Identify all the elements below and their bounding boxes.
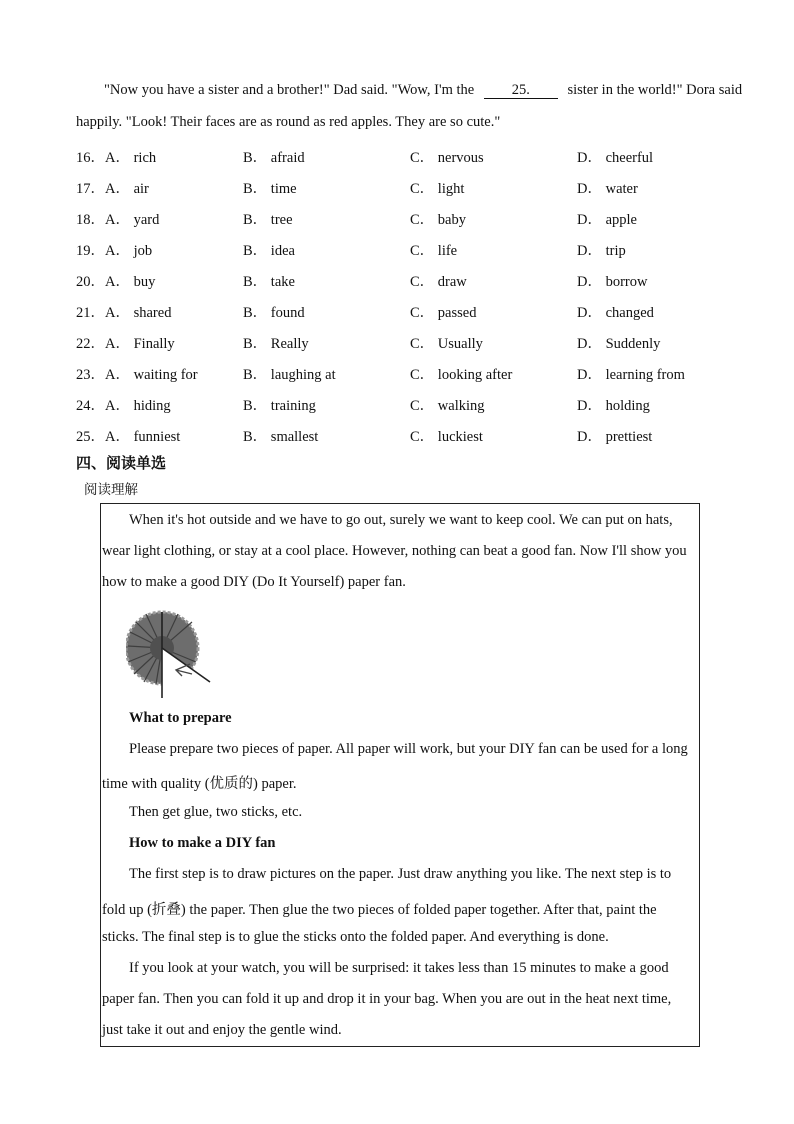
- passage-p2-line2: time with quality (优质的) paper.: [102, 776, 297, 792]
- option-a: A． funniest: [105, 429, 181, 445]
- section-subtitle: 阅读理解: [84, 482, 138, 498]
- option-a: A． job: [105, 243, 153, 259]
- option-a: A． Finally: [105, 336, 175, 352]
- question-row: [76, 363, 776, 383]
- passage-p1-line2: wear light clothing, or stay at a cool place. However, nothing can beat a good fan. Now I'll show you: [102, 543, 687, 559]
- passage-p5-line2: paper fan. Then you can fold it up and drop it in your bag. When you are out in the heat next time,: [102, 991, 672, 1007]
- question-row: [76, 394, 776, 414]
- option-b: B． smallest: [243, 429, 319, 445]
- intro-line-1: [104, 82, 742, 99]
- option-a: A． shared: [105, 305, 172, 321]
- option-c: C． life: [410, 243, 458, 259]
- option-c: C． passed: [410, 305, 477, 321]
- option-b: B． idea: [243, 243, 295, 259]
- passage-p4-line2: fold up (折叠) the paper. Then glue the two pieces of folded paper together. After that, paint the: [102, 902, 657, 918]
- question-a-option: [76, 301, 171, 322]
- option-a: A． buy: [105, 274, 156, 290]
- question-a-option: [76, 239, 152, 260]
- question-a-option: [76, 332, 175, 353]
- question-number: 22．: [76, 336, 105, 352]
- heading-how-to-make: How to make a DIY fan: [129, 835, 276, 851]
- option-d: D． holding: [577, 398, 650, 414]
- question-number: 25．: [76, 429, 105, 445]
- option-b: B． Really: [243, 336, 309, 352]
- section-title: 四、阅读单选: [76, 454, 167, 472]
- passage-p4-line3: sticks. The final step is to glue the sticks onto the folded paper. And everything is done.: [102, 929, 609, 945]
- option-b: B． take: [243, 274, 295, 290]
- option-b: B． found: [243, 305, 305, 321]
- question-row: [76, 301, 776, 321]
- option-a: A． waiting for: [105, 367, 198, 383]
- question-row: [76, 177, 776, 197]
- option-c: C． walking: [410, 398, 485, 414]
- option-a: A． air: [105, 181, 149, 197]
- option-b: B． training: [243, 398, 316, 414]
- question-number: 24．: [76, 398, 105, 414]
- question-row: [76, 208, 776, 228]
- passage-p4-line1: The first step is to draw pictures on the paper. Just draw anything you like. The next step is to: [129, 866, 672, 882]
- paper-fan-image: [126, 602, 216, 698]
- option-d: D． borrow: [577, 274, 648, 290]
- question-a-option: [76, 177, 149, 198]
- option-b: B． laughing at: [243, 367, 336, 383]
- passage-p5-line3: just take it out and enjoy the gentle wind.: [102, 1022, 342, 1038]
- question-row: [76, 239, 776, 259]
- question-number: 23．: [76, 367, 105, 383]
- option-d: D． apple: [577, 212, 637, 228]
- passage-p1-line1: When it's hot outside and we have to go out, surely we want to keep cool. We can put on hats,: [129, 512, 673, 528]
- passage-p5-line1: If you look at your watch, you will be surprised: it takes less than 15 minutes to make a good: [129, 960, 669, 976]
- question-a-option: [76, 394, 171, 415]
- intro-text-after-blank: sister in the world!" Dora said: [567, 82, 743, 98]
- option-d: D． prettiest: [577, 429, 653, 445]
- question-a-option: [76, 208, 159, 229]
- heading-what-to-prepare: What to prepare: [129, 710, 232, 726]
- option-c: C． light: [410, 181, 465, 197]
- question-a-option: [76, 363, 198, 384]
- question-number: 21．: [76, 305, 105, 321]
- option-c: C． nervous: [410, 150, 484, 166]
- option-c: C． Usually: [410, 336, 483, 352]
- option-b: B． time: [243, 181, 297, 197]
- option-b: B． tree: [243, 212, 293, 228]
- passage-p2-line1: Please prepare two pieces of paper. All paper will work, but your DIY fan can be used for a long: [129, 741, 688, 757]
- option-d: D． water: [577, 181, 638, 197]
- option-d: D． learning from: [577, 367, 685, 383]
- question-row: [76, 332, 776, 352]
- question-row: [76, 270, 776, 290]
- option-d: D． Suddenly: [577, 336, 661, 352]
- question-number: 18．: [76, 212, 105, 228]
- option-b: B． afraid: [243, 150, 305, 166]
- question-number: 20．: [76, 274, 105, 290]
- question-number: 19．: [76, 243, 105, 259]
- option-d: D． trip: [577, 243, 626, 259]
- question-a-option: [76, 425, 180, 446]
- question-number: 17．: [76, 181, 105, 197]
- question-a-option: [76, 146, 156, 167]
- intro-line-2: happily. "Look! Their faces are as round as red apples. They are so cute.": [76, 114, 501, 130]
- option-a: A． yard: [105, 212, 160, 228]
- question-number: 16．: [76, 150, 105, 166]
- question-a-option: [76, 270, 155, 291]
- question-row: [76, 425, 776, 445]
- answer-blank-25: 25.: [484, 83, 558, 99]
- option-c: C． luckiest: [410, 429, 483, 445]
- option-a: A． hiding: [105, 398, 171, 414]
- option-a: A． rich: [105, 150, 157, 166]
- intro-text-before-blank: "Now you have a sister and a brother!" Dad said. "Wow, I'm the: [104, 82, 475, 98]
- passage-p1-line3: how to make a good DIY (Do It Yourself) paper fan.: [102, 574, 406, 590]
- option-c: C． baby: [410, 212, 466, 228]
- option-d: D． cheerful: [577, 150, 654, 166]
- question-row: [76, 146, 776, 166]
- option-c: C． looking after: [410, 367, 513, 383]
- option-c: C． draw: [410, 274, 467, 290]
- passage-p3: Then get glue, two sticks, etc.: [129, 804, 303, 820]
- option-d: D． changed: [577, 305, 654, 321]
